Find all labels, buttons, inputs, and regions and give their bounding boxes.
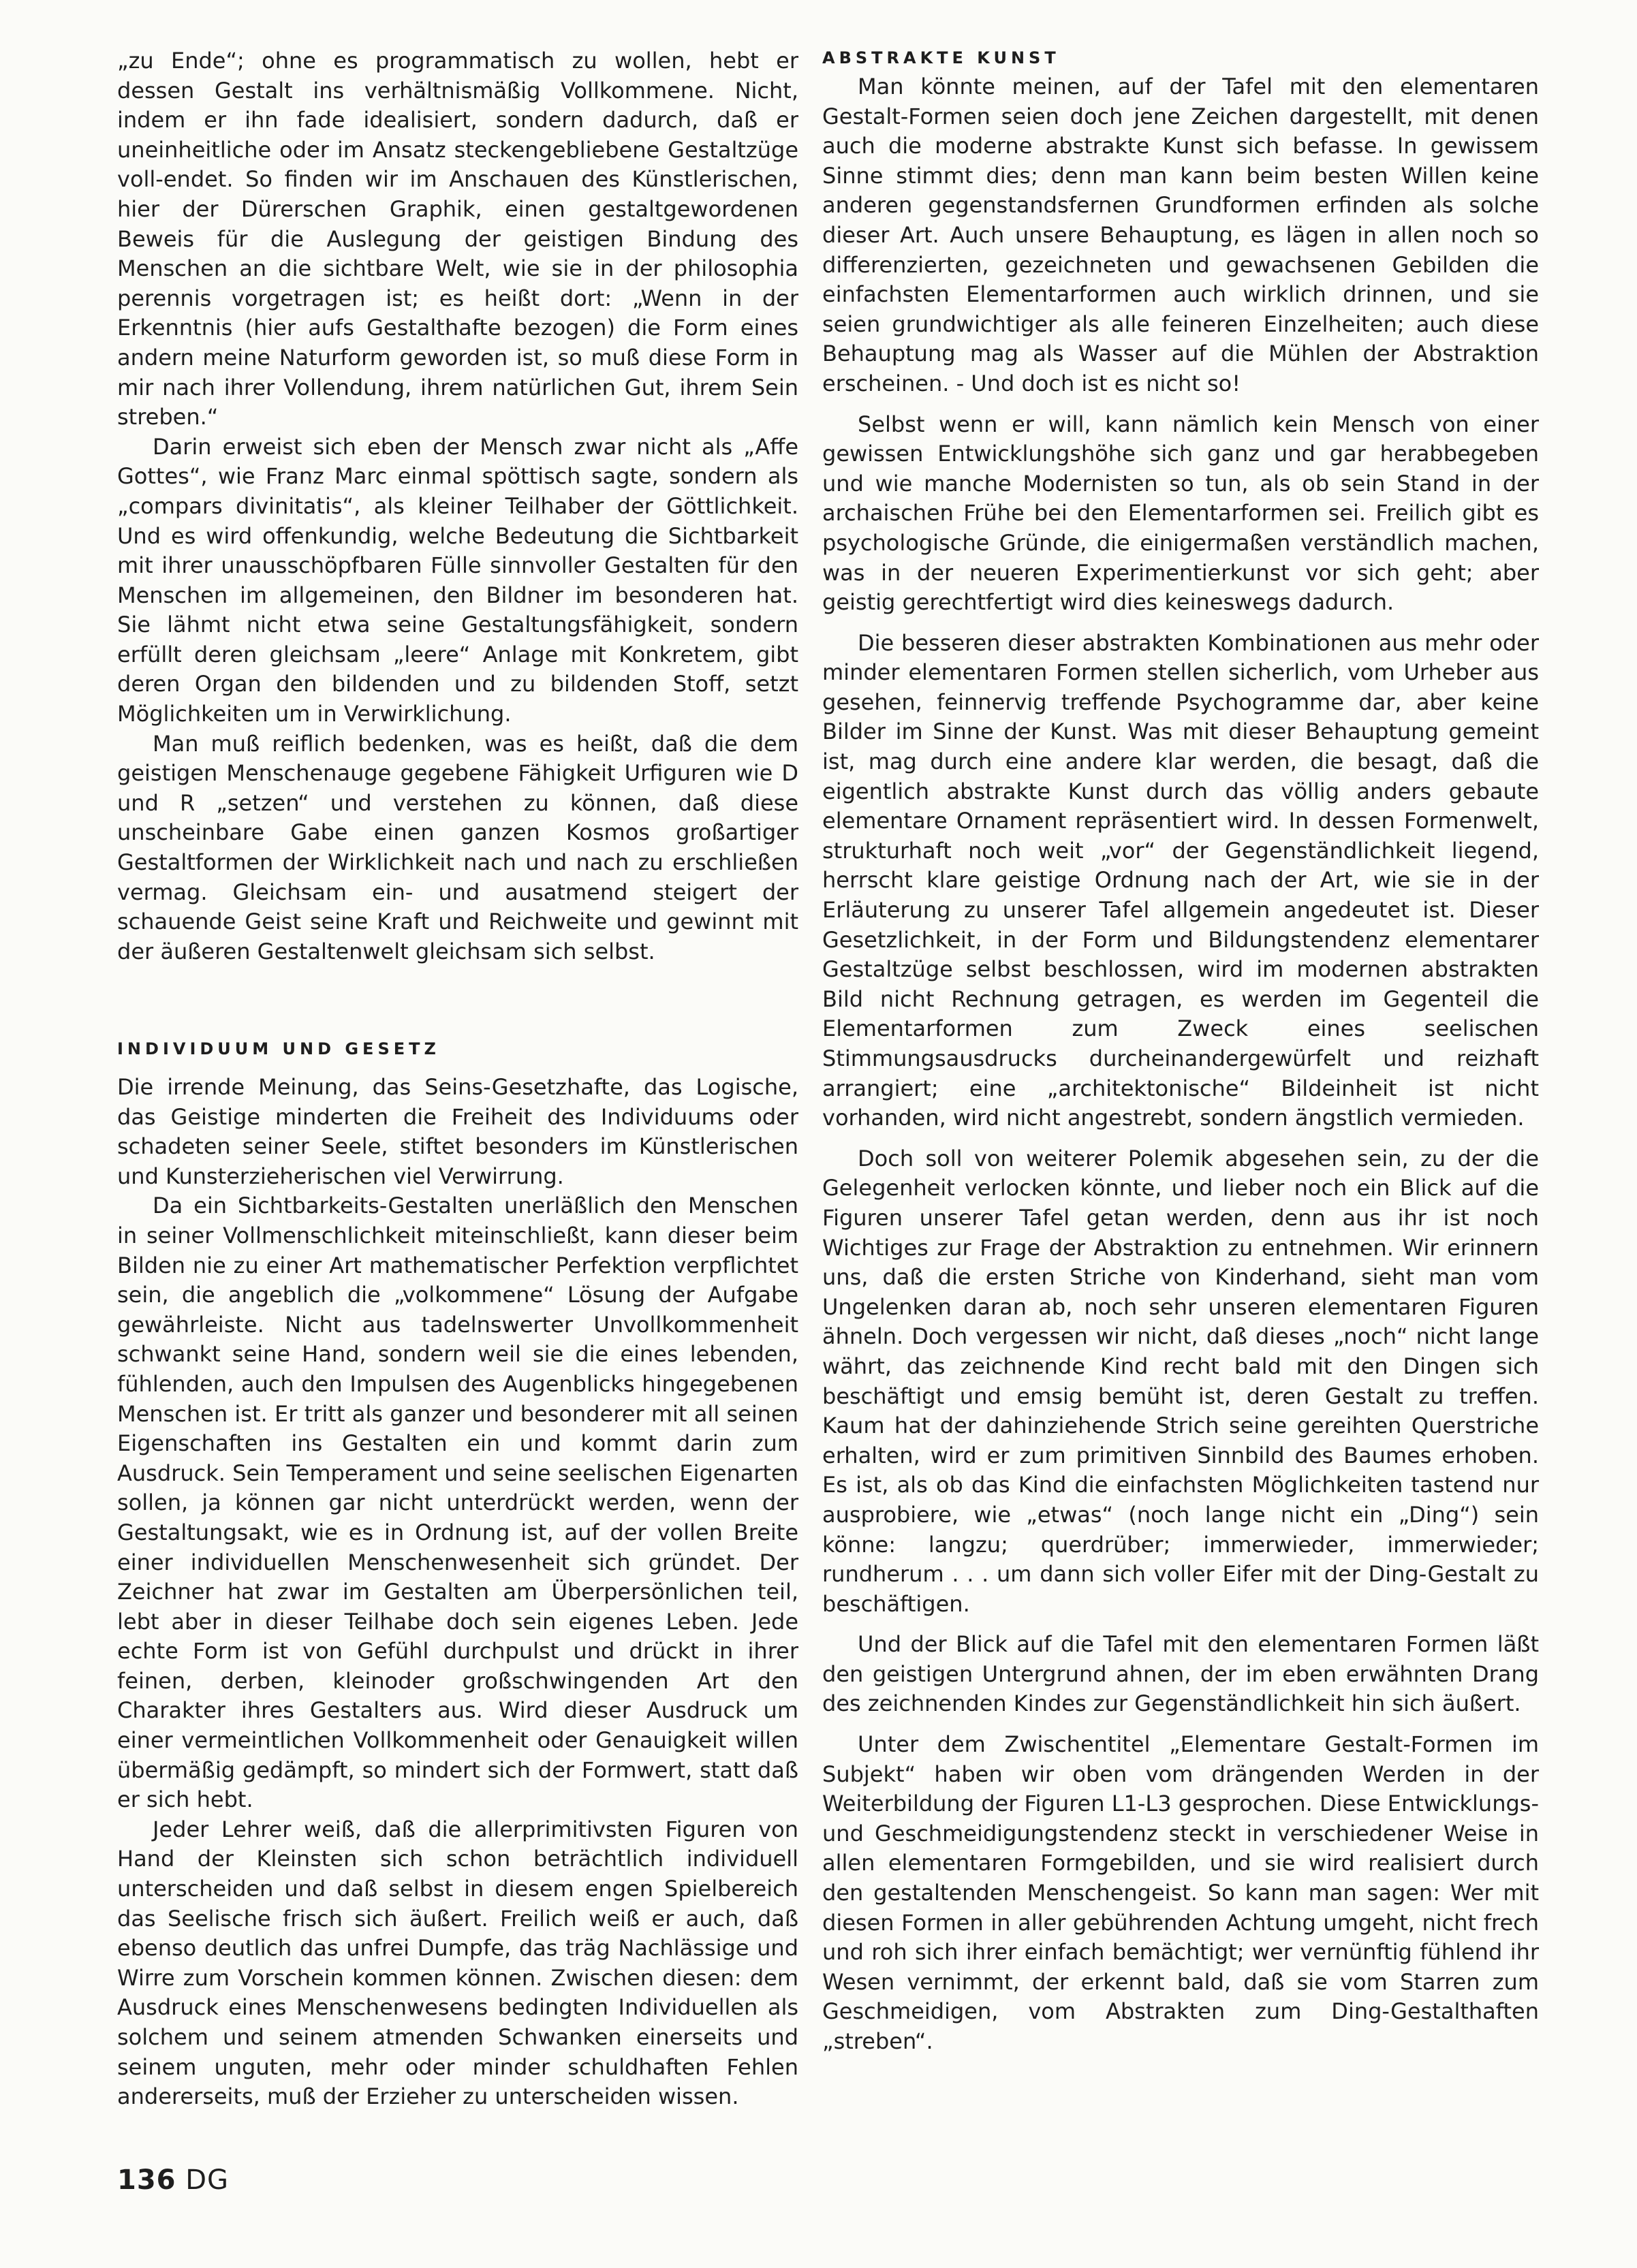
paragraph: Jeder Lehrer weiß, daß die allerprimitivsten Figuren von Hand der Kleinsten sich schon beträchtlich individuell unterscheiden und daß selbst in diesem engen Spielbereich das Seelische frisch sich äußert. Freilich weiß er auch, daß ebenso deutlich das unfrei Dumpfe, das träg Nachlässige und Wirre zum Vorschein kommen können. Zwischen diesen: dem Ausdruck eines Menschenwesens bedingten Individuellen als solchem und seinem atmenden Schwanken einerseits und seinem unguten, mehr oder minder schuldhaften Fehlen andererseits, muß der Erzieher zu unterscheiden wissen. <box>117 1816 798 2110</box>
right-column <box>822 46 1539 2057</box>
paragraph: Selbst wenn er will, kann nämlich kein Mensch von einer gewissen Entwicklungshöhe sich ganz und gar herabbegeben und wie manche Modernisten so tun, als ob sein Stand in der archaischen Frühe bei den Elementarformen sei. Freilich gibt es psychologische Gründe, die einigermaßen verständlich machen, was in der neueren Experimentierkunst vor sich geht; aber geistig gerechtfertigt wird dies keineswegs dadurch. <box>822 411 1539 616</box>
paragraph: Da ein Sichtbarkeits-Gestalten unerläßlich den Menschen in seiner Vollmenschlichkeit miteinschließt, kann dieser beim Bilden nie zu einer Art mathematischer Perfektion verpflichtet sein, die angeblich die „volkommene“ Lösung der Aufgabe gewährleiste. Nicht aus tadelnswerter Unvollkommenheit schwankt seine Hand, sondern weil sie die eines lebenden, fühlenden, auch den Impulsen des Augenblicks hingegebenen Menschen ist. Er tritt als ganzer und besonderer mit all seinen Eigenschaften ins Gestalten ein und kommt darin zum Ausdruck. Sein Temperament und seine seelischen Eigenarten sollen, ja können gar nicht unterdrückt werden, wenn der Gestaltungsakt, wie es in Ordnung ist, auf der vollen Breite einer individuellen Menschenwesenheit sich gründet. Der Zeichner hat zwar im Gestalten am Überpersönlichen teil, lebt aber in dieser Teilhabe doch sein eigenes Leben. Jede echte Form ist von Gefühl durchpulst und drückt in ihrer feinen, derben, kleinoder großschwingenden Art den Charakter ihres Gestalters aus. Wird dieser Ausdruck um einer vermeintlichen Vollkommenheit oder Genauigkeit willen übermäßig gedämpft, so mindert sich der Formwert, statt daß er sich hebt. <box>117 1193 798 1813</box>
paragraph: Die besseren dieser abstrakten Kombinationen aus mehr oder minder elementaren Formen stellen sicherlich, vom Urheber aus gesehen, feinnervig treffende Psychogramme dar, aber keine Bilder im Sinne der Kunst. Was mit dieser Behauptung gemeint ist, mag durch eine andere klar werden, die besagt, daß die eigentlich abstrakte Kunst durch das völlig anders gebaute elementare Ornament repräsentiert wird. In dessen Formenwelt, strukturhaft noch weit „vor“ der Gegenständlichkeit liegend, herrscht klare geistige Ordnung nach der Art, wie sie in der Erläuterung zu unserer Tafel allgemein angedeutet ist. Dieser Gesetzlichkeit, in der Form und Bildungstendenz elementarer Gestaltzüge selbst beschlossen, wird im modernen abstrakten Bild nicht Rechnung getragen, es werden im Gegenteil die Elementarformen zum Zweck eines seelischen Stimmungsausdrucks durcheinandergewürfelt und reizhaft arrangiert; eine „architektonische“ Bildeinheit ist nicht vorhanden, wird nicht angestrebt, sondern ängstlich vermieden. <box>822 629 1539 1131</box>
paragraph: Man könnte meinen, auf der Tafel mit den elementaren Gestalt-Formen seien doch jene Zeichen dargestellt, mit denen auch die moderne abstrakte Kunst sich befasse. In gewissem Sinne stimmt dies; denn man kann beim besten Willen keine anderen gegenstandsfernen Grundformen erfinden als solche dieser Art. Auch unsere Behauptung, es lägen in allen noch so differenzierten, gezeichneten und gewachsenen Gebilden die einfachsten Elementarformen auch wirklich drinnen, und sie seien grundwichtiger als alle feineren Einzelheiten; auch diese Behauptung mag als Wasser auf die Mühlen der Abstraktion erscheinen. - Und doch ist es nicht so! <box>822 74 1539 396</box>
paragraph: Doch soll von weiterer Polemik abgesehen sein, zu der die Gelegenheit verlocken könnte, und lieber noch ein Blick auf die Figuren unserer Tafel getan werden, denn aus ihr ist noch Wichtiges zur Frage der Abstraktion zu entnehmen. Wir erinnern uns, daß die ersten Striche von Kinderhand, sieht man vom Ungelenken daran ab, noch sehr unseren elementaren Figuren ähneln. Doch vergessen wir nicht, daß dieses „noch“ nicht lange währt, das zeichnende Kind recht bald mit den Dingen sich beschäftigt und emsig bemüht ist, deren Gestalt zu treffen. Kaum hat der dahinziehende Strich seine gereihten Querstriche erhalten, wird er zum primitiven Sinnbild des Baumes erhoben. Es ist, als ob das Kind die einfachsten Möglichkeiten tastend nur ausprobiere, wie „etwas“ (noch lange nicht ein „Ding“) sein könne: langzu; querdrüber; immerwieder, immerwieder; rundherum . . . um dann sich voller Eifer mit der Ding-Gestalt zu beschäftigen. <box>822 1145 1539 1617</box>
paragraph: Unter dem Zwischentitel „Elementare Gestalt-Formen im Subjekt“ haben wir oben vom drängenden Werden in der Weiterbildung der Figuren L1-L3 gesprochen. Diese Entwicklungs- und Geschmeidigungstendenz steckt in verschiedener Weise in allen elementaren Formgebilden, und sie wird realisiert durch den gestaltenden Menschengeist. So kann man sagen: Wer mit diesen Formen in aller gebührenden Achtung umgeht, nicht frech und roh sich ihrer einfach bemächtigt; wer vernünftig fühlend ihr Wesen vernimmt, der erkennt bald, daß sie vom Starren zum Geschmeidigen, vom Abstrakten zum Ding-Gestalthaften „streben“. <box>822 1731 1539 2054</box>
page-number: 136 <box>117 2164 176 2196</box>
section-heading-individuum: INDIVIDUUM UND GESETZ <box>117 1039 440 1059</box>
paragraph: Und der Blick auf die Tafel mit den elementaren Formen läßt den geistigen Untergrund ahnen, der im eben erwähnten Drang des zeichnenden Kindes zur Gegenständlichkeit hin sich äußert. <box>822 1631 1539 1717</box>
paragraph: Man muß reiflich bedenken, was es heißt, daß die dem geistigen Menschenauge gegebene Fähigkeit Urfiguren wie D und R „setzen“ und verstehen zu können, daß diese unscheinbare Gabe einen ganzen Kosmos großartiger Gestaltformen der Wirklichkeit nach und nach zu erschließen vermag. Gleichsam ein- und ausatmend steigert der schauende Geist seine Kraft und Reichweite und gewinnt mit der äußeren Gestaltenwelt gleichsam sich selbst. <box>117 730 798 964</box>
paragraph: Darin erweist sich eben der Mensch zwar nicht als „Affe Gottes“, wie Franz Marc einmal spöttisch sagte, sondern als „compars divinitatis“, als kleiner Teilhaber der Göttlichkeit. Und es wird offenkundig, welche Bedeutung die Sichtbarkeit mit ihrer unausschöpfbaren Fülle sinnvoller Gestalten für den Menschen im allgemeinen, den Bildner im besonderen hat. Sie lähmt nicht etwa seine Gestaltungsfähigkeit, sondern erfüllt deren gleichsam „leere“ Anlage mit Konkretem, gibt deren Organ den bildenden und zu bildenden Stoff, setzt Möglichkeiten um in Verwirklichung. <box>117 433 798 727</box>
journal-abbreviation: DG <box>185 2164 230 2196</box>
paragraph: „zu Ende“; ohne es programmatisch zu wollen, hebt er dessen Gestalt ins verhältnismäßig Vollkommene. Nicht, indem er ihn fade idealisiert, sondern dadurch, daß er uneinheitliche oder im Ansatz steckengebliebene Gestaltzüge voll-endet. So finden wir im Anschauen des Künstlerischen, hier der Dürerschen Graphik, einen gestaltgewordenen Beweis für die Auslegung der geistigen Bindung des Menschen an die sichtbare Welt, wie sie in der philosophia perennis vorgetragen ist; es heißt dort: „Wenn in der Erkenntnis (hier aufs Gestalthafte bezogen) die Form eines andern meine Naturform geworden ist, so muß diese Form in mir nach ihrer Vollendung, ihrem natürlichen Gut, ihrem Sein streben.“ <box>117 48 798 430</box>
paragraph: Die irrende Meinung, das Seins-Gesetzhafte, das Logische, das Geistige minderten die Freiheit des Individuums oder schadeten seiner Seele, stiftet besonders im Künstlerischen und Kunsterzieherischen viel Verwirrung. <box>117 1074 798 1189</box>
section-heading-abstrakte-kunst: ABSTRAKTE KUNST <box>822 48 1060 67</box>
left-column <box>117 46 798 2112</box>
page-footer <box>117 2164 229 2196</box>
